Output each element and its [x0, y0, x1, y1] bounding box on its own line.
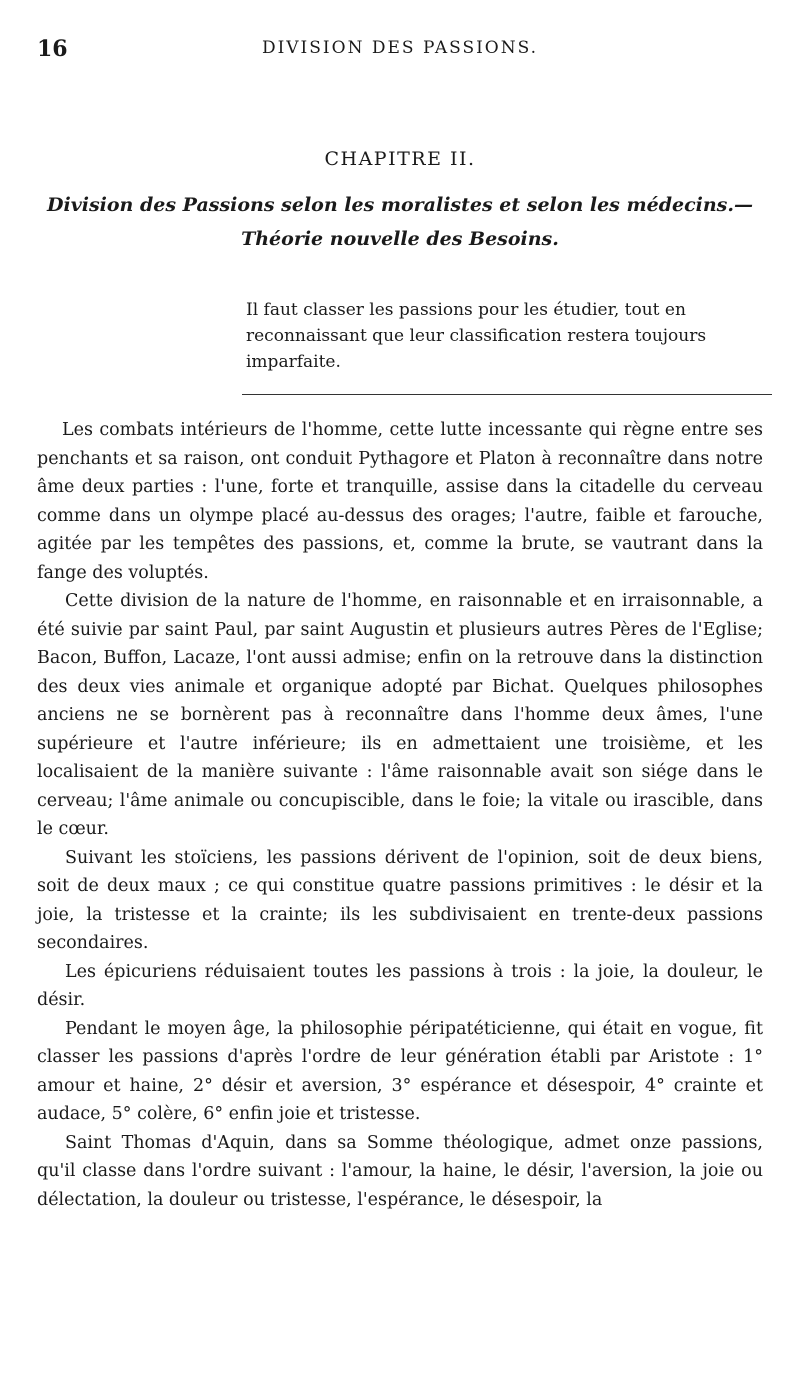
page-number: 16 [37, 36, 68, 62]
running-head [0, 36, 800, 66]
running-title: DIVISION DES PASSIONS. [261, 38, 539, 58]
paragraph: Les combats intérieurs de l'homme, cette lutte incessante qui règne entre ses penchants et sa raison, ont conduit Pythagore et Platon à reconnaître dans notre âme deux parties : l'une, forte et tranquille, assise dans la citadelle du cerveau comme dans un olympe placé au-dessus des orages; l'autre, faible et farouche, agitée par les tempêtes des passions, et, comme la brute, se vautrant dans la fange des voluptés. [37, 420, 763, 583]
chapter-title-line-1: Division des Passions selon les moralistes et selon les médecins.— [47, 194, 753, 216]
epigraph: Il faut classer les passions pour les étudier, tout en reconnaissant que leur classification restera toujours imparfaite. [246, 300, 707, 372]
epigraph-rule [242, 394, 772, 395]
paragraph: Suivant les stoïciens, les passions dérivent de l'opinion, soit de deux biens, soit de deux maux ; ce qui constitue quatre passions primitives : le désir et la joie, la tristesse et la crainte; ils les subdivisaient en trente-deux passions secondaires. [37, 847, 763, 953]
paragraph: Pendant le moyen âge, la philosophie péripatéticienne, qui était en vogue, fit classer les passions d'après l'ordre de leur génération établi par Aristote : 1° amour et haine, 2° désir et aversion, 3° espérance et désespoir, 4° crainte et audace, 5° colère, 6° enfin joie et tristesse. [37, 1018, 763, 1124]
paragraph: Cette division de la nature de l'homme, en raisonnable et en irraisonnable, a été suivie par saint Paul, par saint Augustin et plusieurs autres Pères de l'Eglise; Bacon, Buffon, Lacaze, l'ont aussi admise; enfin on la retrouve dans la distinction des deux vies animale et organique adopté par Bichat. Quelques philosophes anciens ne se bornèrent pas à reconnaître dans l'homme deux âmes, l'une supérieure et l'autre inférieure; ils en admettaient une troisième, et les localisaient de la manière suivante : l'âme raisonnable avait son siége dans le cerveau; l'âme animale ou concupiscible, dans le foie; la vitale ou irascible, dans le cœur. [37, 591, 763, 839]
paragraph: Les épicuriens réduisaient toutes les passions à trois : la joie, la douleur, le désir. [37, 961, 763, 1010]
paragraph: Saint Thomas d'Aquin, dans sa Somme théologique, admet onze passions, qu'il classe dans l'ordre suivant : l'amour, la haine, le désir, l'aversion, la joie ou délectation, la douleur ou tristesse, l'espérance, le désespoir, la [37, 1132, 763, 1210]
chapter-title [40, 188, 760, 256]
chapter-heading: CHAPITRE II. [324, 148, 476, 170]
body-text [37, 416, 763, 1214]
chapter-title-line-2: Théorie nouvelle des Besoins. [241, 228, 559, 250]
